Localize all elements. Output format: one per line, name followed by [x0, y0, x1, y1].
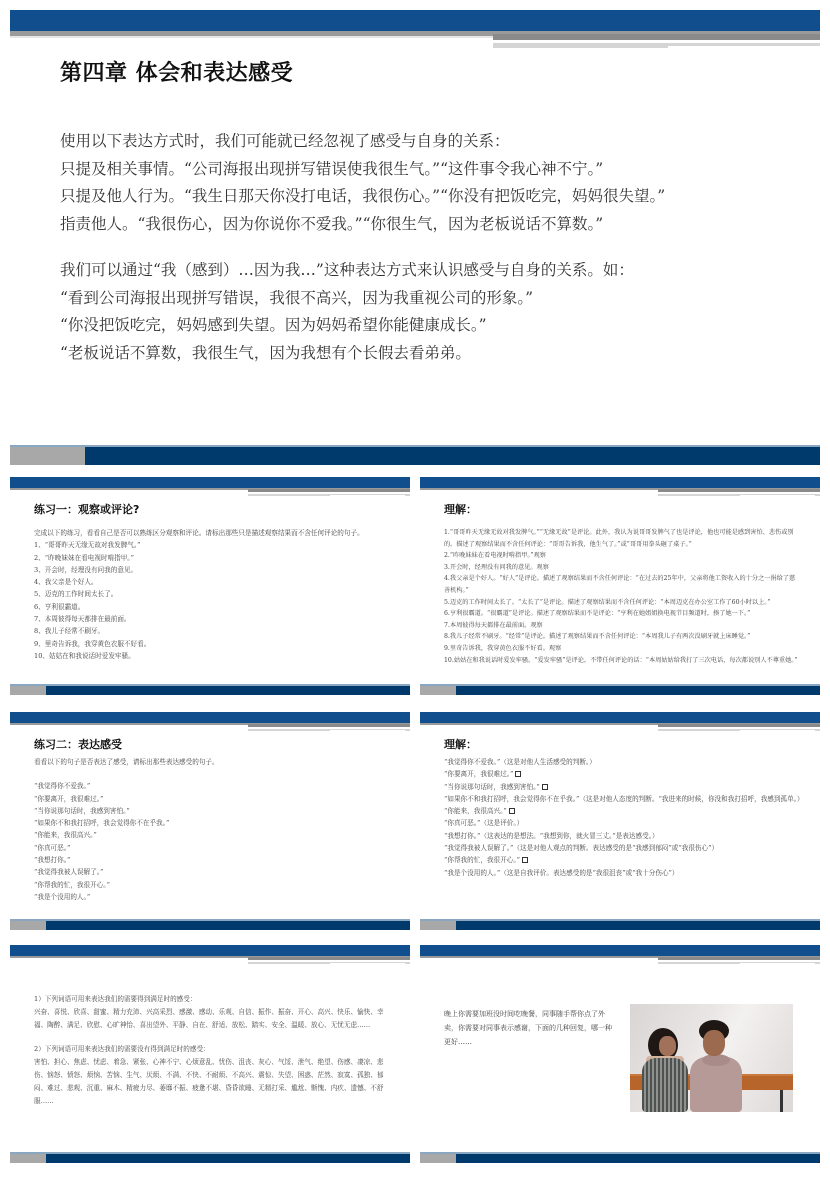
- footer-grey-block: [420, 921, 456, 930]
- instruction: 看看以下的句子是否表达了感受，请标出那些表达感受的句子。: [34, 758, 219, 766]
- answer-item: 3.开会时，经理没有问我的意见。观察: [444, 563, 549, 571]
- header-accent: [740, 495, 815, 496]
- list-item: 7、本周彼得每天都排在最前面。: [34, 615, 131, 624]
- answer-text: “你能来，我很高兴。”: [444, 807, 507, 816]
- text-line: “你没把饭吃完，妈妈感到失望。因为妈妈希望你能健康成长。”: [60, 316, 487, 334]
- spacer: [34, 1031, 384, 1043]
- answer-item: [444, 817, 804, 829]
- list-item: “我觉得我被人误解了。”: [34, 868, 104, 877]
- list-item: 10、姑姑在和我说话时爱发牢骚。: [34, 651, 135, 660]
- checkbox-icon[interactable]: [515, 771, 521, 777]
- text-line: 我们可以通过“我（感到）…因为我…”这种表达方式来认识感受与自身的关系。如：: [60, 261, 634, 279]
- list-item: “你真可恶。”: [34, 843, 71, 852]
- checkbox-icon[interactable]: [509, 808, 515, 814]
- answer-item: 5.迈克的工作时间太长了。“太长了”是评论。描述了观察结果而不含任何评论：“本周迈克在办公室工作了60小时以上。”: [444, 598, 771, 606]
- footer-grey-block: [10, 1154, 46, 1163]
- answer1-body: [444, 527, 799, 666]
- answer-text: “你要离开，我很难过。”: [444, 770, 514, 779]
- person-body: [642, 1058, 688, 1112]
- footer-grey-block: [420, 686, 456, 695]
- header-band: [10, 945, 410, 956]
- header-accent: [330, 495, 405, 496]
- chapter-slide: [10, 0, 820, 465]
- answer-text: “我觉得你不爱我。”（这是对他人生活感受的判断。）: [444, 758, 596, 766]
- answer-item: [444, 805, 804, 817]
- answer1-slide: [420, 477, 820, 699]
- text-line: “老板说话不算数，我很生气，因为我想有个长假去看弟弟。: [60, 343, 471, 362]
- header-accent: [740, 730, 815, 731]
- answer-item: 4.我父亲是个好人。“好人”是评论。描述了观察结果而不含任何评论：“在过去的25年中，父亲将他工资收入的十分之一捐给了慈善机构。”: [444, 575, 796, 594]
- list-item: 3、开会时，经理没有问我的意见。: [34, 565, 138, 574]
- satisfied-words: 兴奋、喜悦、欣喜、甜蜜、精力充沛、兴高采烈、感激、感动、乐观、自信、振作、振奋、开心、高兴、快乐、愉快、幸福、陶醉、满足、欣慰、心旷神怡、喜出望外、平静、自在、舒适、放松、踏实、安全、温暖、放心、无忧无虑……: [34, 1007, 384, 1029]
- person-face: [659, 1036, 676, 1056]
- list-item: 9、里奇告诉我，我穿黄色衣服不好看。: [34, 639, 151, 648]
- answer-item: 6.亨利很霸道。“很霸道”是评论。描述了观察结果而不是评论：“亨利在她姐姐换电视节目频道时，揍了她一下。”: [444, 610, 751, 618]
- answer-item: [444, 756, 804, 768]
- answer-item: 2.“昨晚妹妹在看电视时啃指甲。”观察: [444, 552, 546, 560]
- text-line: 使用以下表达方式时，我们可能就已经忽视了感受与自身的关系：: [60, 132, 510, 150]
- answer-item: [444, 781, 804, 793]
- unsatisfied-words: 害怕、担心、焦虑、忧虑、着急、紧张、心神不宁、心烦意乱、忧伤、沮丧、灰心、气馁、泄气、绝望、伤感、凄凉、悲伤、恼怒、愤怒、烦恼、苦恼、生气、厌烦、不满、不快、不耐烦、不高兴、震惊、失望、困惑、茫然、寂寞、孤独、郁闷、难过、悲观、沉重、麻木、精疲力尽、萎靡不振、疲惫不堪、昏昏欲睡、无精打采、尴尬、惭愧、内疚、遗憾、不舒服……: [34, 1058, 384, 1105]
- footer-grey-block: [10, 921, 46, 930]
- list-item: “你帮我的忙，我很开心。”: [34, 880, 110, 889]
- scenario-text: 晚上你需要加班没时间吃晚餐，同事随手帮你点了外卖，你需要对同事表示感谢，下面的几种回复，哪一种更好……: [444, 1010, 612, 1046]
- list-item: “我觉得你不爱我。”: [34, 782, 91, 791]
- intro-paragraph: [60, 128, 800, 238]
- footer-band: [85, 447, 820, 465]
- header-band: [420, 477, 820, 488]
- list-item: 5、迈克的工作时间太长了。: [34, 590, 118, 599]
- scenario-slide: [420, 945, 820, 1167]
- footer-grey-block: [10, 447, 85, 465]
- answer-text: “你真可恶。”（这是评价。）: [444, 819, 524, 828]
- answer-text: “当你说那句话时，我感到害怕。”: [444, 782, 540, 791]
- header-band: [10, 10, 820, 31]
- text-line: “看到公司海报出现拼写错误，我很不高兴，因为我重视公司的形象。”: [60, 288, 534, 307]
- answer-item: 7.本周彼得每天都排在最前面。观察: [444, 621, 543, 629]
- answer-text: “我想打你。”（这表达的是想法。“我想到你，就火冒三丈。”是表达感受。）: [444, 831, 659, 840]
- list-item: “如果你不和我打招呼，我会觉得你不在乎我。”: [34, 819, 170, 828]
- list-item: “你能来，我很高兴。”: [34, 831, 97, 840]
- text-line: 只提及相关事情。“公司海报出现拼写错误使我很生气。”“这件事令我心神不宁。”: [60, 159, 604, 178]
- header-accent: [330, 963, 405, 964]
- checkbox-icon[interactable]: [522, 857, 528, 863]
- list-item: “你要离开，我很难过。”: [34, 794, 104, 803]
- spacer: [34, 768, 394, 780]
- footer-band: [456, 921, 820, 930]
- feeling-words-body: [34, 993, 384, 1107]
- header-band: [420, 945, 820, 956]
- unsatisfied-heading: 2）下列词语可用来表达我们的需要没有得到满足时的感受：: [34, 1045, 210, 1054]
- text-line: 只提及他人行为。“我生日那天你没打电话，我很伤心。”“你没有把饭吃完，妈妈很失望。”: [60, 187, 666, 205]
- list-item: “当你说那句话时，我感到害怕。”: [34, 806, 130, 815]
- header-band: [420, 712, 820, 723]
- header-accent: [668, 46, 820, 49]
- list-item: 2、“昨晚妹妹在看电视时啃指甲。”: [34, 553, 134, 562]
- header-band: [10, 477, 410, 488]
- list-item: 8、我儿子经常不刷牙。: [34, 627, 105, 636]
- answer-item: [444, 867, 804, 879]
- footer-band: [46, 921, 410, 930]
- answer2-body: [444, 756, 804, 879]
- list-item: “我是个没用的人。”: [34, 892, 91, 901]
- method-paragraph: [60, 257, 800, 367]
- answer-item: [444, 842, 804, 854]
- footer-band: [46, 1154, 410, 1163]
- feeling-words-slide: [10, 945, 410, 1167]
- header-accent: [740, 963, 815, 964]
- list-item: 1、“哥哥昨天无缘无故对我发脾气。”: [34, 541, 141, 550]
- answer-item: [444, 830, 804, 842]
- exercise2-slide: [10, 712, 410, 934]
- exercise1-body: [34, 527, 394, 662]
- header-band: [10, 712, 410, 723]
- list-item: “我想打你。”: [34, 856, 71, 865]
- answer-item: [444, 768, 804, 780]
- answer2-slide: [420, 712, 820, 934]
- instruction: 完成以下的练习，看看自己是否可以熟练区分观察和评论。请标出那些只是描述观察结果而不含任何评论的句子。: [34, 529, 364, 537]
- answer-text: “你帮我的忙，我很开心。”: [444, 856, 520, 865]
- footer-band: [456, 686, 820, 695]
- satisfied-heading: 1）下列词语可用来表达我们的需要得到满足时的感受：: [34, 995, 197, 1003]
- checkbox-icon[interactable]: [542, 784, 548, 790]
- answer-text: “我觉得我被人误解了。”（这是对他人观点的判断。表达感受的是“我感到郁闷”或“我很伤心”）: [444, 844, 719, 853]
- footer-band: [456, 1154, 820, 1163]
- footer-grey-block: [10, 686, 46, 695]
- footer-band: [46, 686, 410, 695]
- answer-item: 1.“哥哥昨天无缘无故对我发脾气。”“无缘无故”是评论。此外，我认为说哥哥发脾气了也是评论，他也可能是感到害怕、悲伤或别的。描述了观察结果而不含任何评论：“哥哥告诉我，他生气了。”或“哥哥用拳头砸了桌子。”: [444, 529, 794, 548]
- list-item: 4、我父亲是个好人。: [34, 578, 98, 587]
- exercise2-body: [34, 756, 394, 903]
- bench-leg: [780, 1090, 783, 1112]
- two-people-on-bench-photo: [630, 1004, 793, 1112]
- answer-item: [444, 854, 804, 866]
- slide-title: 理解：: [444, 503, 477, 516]
- answer-item: 10.姑姑在和我说话时爱发牢骚。“爱发牢骚”是评论。不带任何评论的话：“本周姑姑给我打了三次电话，每次都说别人不尊重她。”: [444, 656, 798, 664]
- answer-text: “如果你不和我打招呼，我会觉得你不在乎我。”（这是对他人态度的判断。“我进来的时候，你没和我打招呼，我感到孤单。）: [444, 794, 804, 803]
- list-item: 6、亨利很霸道。: [34, 602, 85, 611]
- slide-title: 理解：: [444, 738, 477, 751]
- slide-title: 练习二：表达感受: [34, 738, 122, 751]
- answer-item: 8.我儿子经常不刷牙。“经常”是评论。描述了观察结果而不含任何评论：“本周我儿子有两次没刷牙就上床睡觉。”: [444, 633, 751, 641]
- header-accent: [330, 730, 405, 731]
- answer-item: 9.里奇告诉我，我穿黄色衣服不好看。观察: [444, 644, 562, 652]
- chapter-body: [60, 128, 800, 386]
- answer-text: “我是个没用的人。”（这是自我评价。表达感受的是“我很沮丧”或“我十分伤心”）: [444, 868, 679, 877]
- person-face: [703, 1030, 725, 1056]
- slide-title: 练习一：观察或评论?: [34, 503, 140, 516]
- footer-grey-block: [420, 1154, 456, 1163]
- text-line: 指责他人。“我很伤心，因为你说你不爱我。”“你很生气，因为老板说话不算数。”: [60, 214, 604, 233]
- chapter-title: 第四章 体会和表达感受: [60, 61, 294, 86]
- answer-item: [444, 793, 804, 805]
- exercise1-slide: [10, 477, 410, 699]
